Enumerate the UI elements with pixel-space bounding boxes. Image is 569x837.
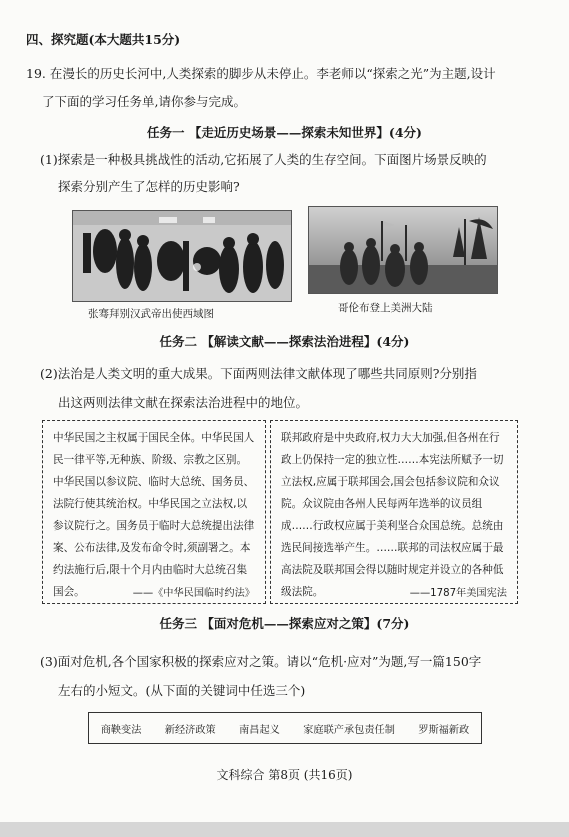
keyword: 商鞅变法 (100, 724, 142, 736)
keyword: 家庭联产承包责任制 (303, 724, 395, 736)
keyword: 南昌起义 (239, 724, 280, 736)
task1-title: 任务一 【走近历史场景——探索未知世界】(4分) (147, 125, 422, 140)
task2-question-line2: 出这两则法律文献在探索法治进程中的地位。 (58, 395, 309, 410)
task2-question-line1: (2)法治是人类文明的重大成果。下面两则法律文献体现了哪些共同原则?分别指 (40, 366, 477, 381)
keyword: 罗斯福新政 (418, 724, 470, 736)
scan-edge (0, 822, 569, 837)
task1-question-line1: (1)探索是一种极具挑战性的活动,它拓展了人类的生存空间。下面图片场景反映的 (40, 152, 487, 167)
doc1-source: ——《中华民国临时约法》 (132, 588, 255, 599)
image2-caption: 哥伦布登上美洲大陆 (338, 302, 433, 314)
section-title: 四、探究题(本大题共15分) (26, 32, 181, 47)
provisional-constitution-excerpt (42, 420, 266, 604)
us-constitution-excerpt (270, 420, 518, 604)
page-footer: 文科综合 第8页 (共16页) (216, 768, 353, 782)
question-intro-line1: 19. 在漫长的历史长河中,人类探索的脚步从未停止。李老师以“探索之光”为主题,设计 (26, 66, 496, 81)
doc2-source: ——1787年美国宪法 (409, 588, 507, 599)
image1-caption: 张骞拜别汉武帝出使西域图 (88, 308, 214, 320)
doc1-text: 中华民国之主权属于国民全体。中华民国人民一律平等,无种族、阶级、宗教之区别。中华民国以参议院、临时大总统、国务员、法院行使其统治权。中华民国之立法权,以参议院行之。国务员于临时大总统提出法律案、公布法律,及发布命令时,须副署之。本约法施行后,限十个月内由临时大总统召集国会。 (53, 432, 255, 598)
question-intro-line2: 了下面的学习任务单,请你参与完成。 (42, 94, 246, 109)
doc2-text: 联邦政府是中央政府,权力大大加强,但各州在行政上仍保持一定的独立性……本宪法所赋予一切立法权,应属于联邦国会,国会包括参议院和众议院。众议院由各州人民每两年选举的议员组成……行政权应属于美利坚合众国总统。总统由选民间接选举产生。……联邦的司法权应属于最高法院及联邦国会得以随时规定并设立的各种低级法院。 (281, 432, 504, 598)
fresco-image (72, 210, 292, 302)
keyword: 新经济政策 (164, 724, 216, 736)
landing-painting-image (308, 206, 498, 294)
task3-question-line1: (3)面对危机,各个国家积极的探索应对之策。请以“危机·应对”为题,写一篇150字 (40, 654, 482, 669)
task3-title: 任务三 【面对危机——探索应对之策】(7分) (159, 616, 410, 631)
task2-title: 任务二 【解读文献——探索法治进程】(4分) (159, 334, 410, 349)
keywords-box (88, 712, 482, 744)
task3-question-line2: 左右的小短文。(从下面的关键词中任选三个) (58, 683, 306, 698)
task1-question-line2: 探索分别产生了怎样的历史影响? (58, 179, 240, 194)
